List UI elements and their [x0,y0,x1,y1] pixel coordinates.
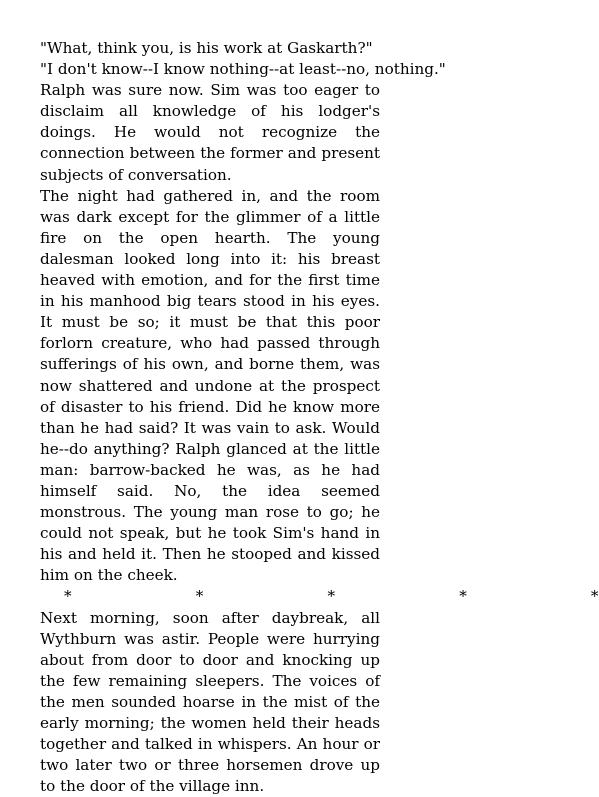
paragraph-next-morning: Next morning, soon after daybreak, all Wythburn was astir. People were hurrying about from door to door and knocking up the few remaining sleepers. The voices of the men sounded hoarse in the mist of the early morning; the women held their heads together and talked in whispers. An hour or two later two or three horsemen drove up to the door of the village inn. [40,608,380,796]
paragraph-night-gathered: The night had gathered in, and the room was dark except for the glimmer of a little fire on the open hearth. The young dalesman looked long into it: his breast heaved with emotion, and for the first time in his manhood big tears stood in his eyes. It must be so; it must be that this poor forlorn creature, who had passed through sufferings of his own, and borne them, was now shattered and undone at the prospect of disaster to his friend. Did he know more than he had said? It was vain to ask. Would he--do anything? Ralph glanced at the little man: barrow-backed he was, as he had himself said. No, the idea seemed monstrous. The young man rose to go; he could not speak, but he took Sim's hand in his and held it. Then he stooped and kissed him on the cheek. [40,186,380,585]
dialogue-answer: "I don't know--I know nothing--at least--no, nothing." [40,60,446,79]
section-break: * * * * * [64,587,599,606]
paragraph-ralph-sure: Ralph was sure now. Sim was too eager to disclaim all knowledge of his lodger's doings. He would not recognize the connection between the former and present subjects of conversation. [40,81,380,184]
dialogue-question: "What, think you, is his work at Gaskarth?" [40,39,373,57]
